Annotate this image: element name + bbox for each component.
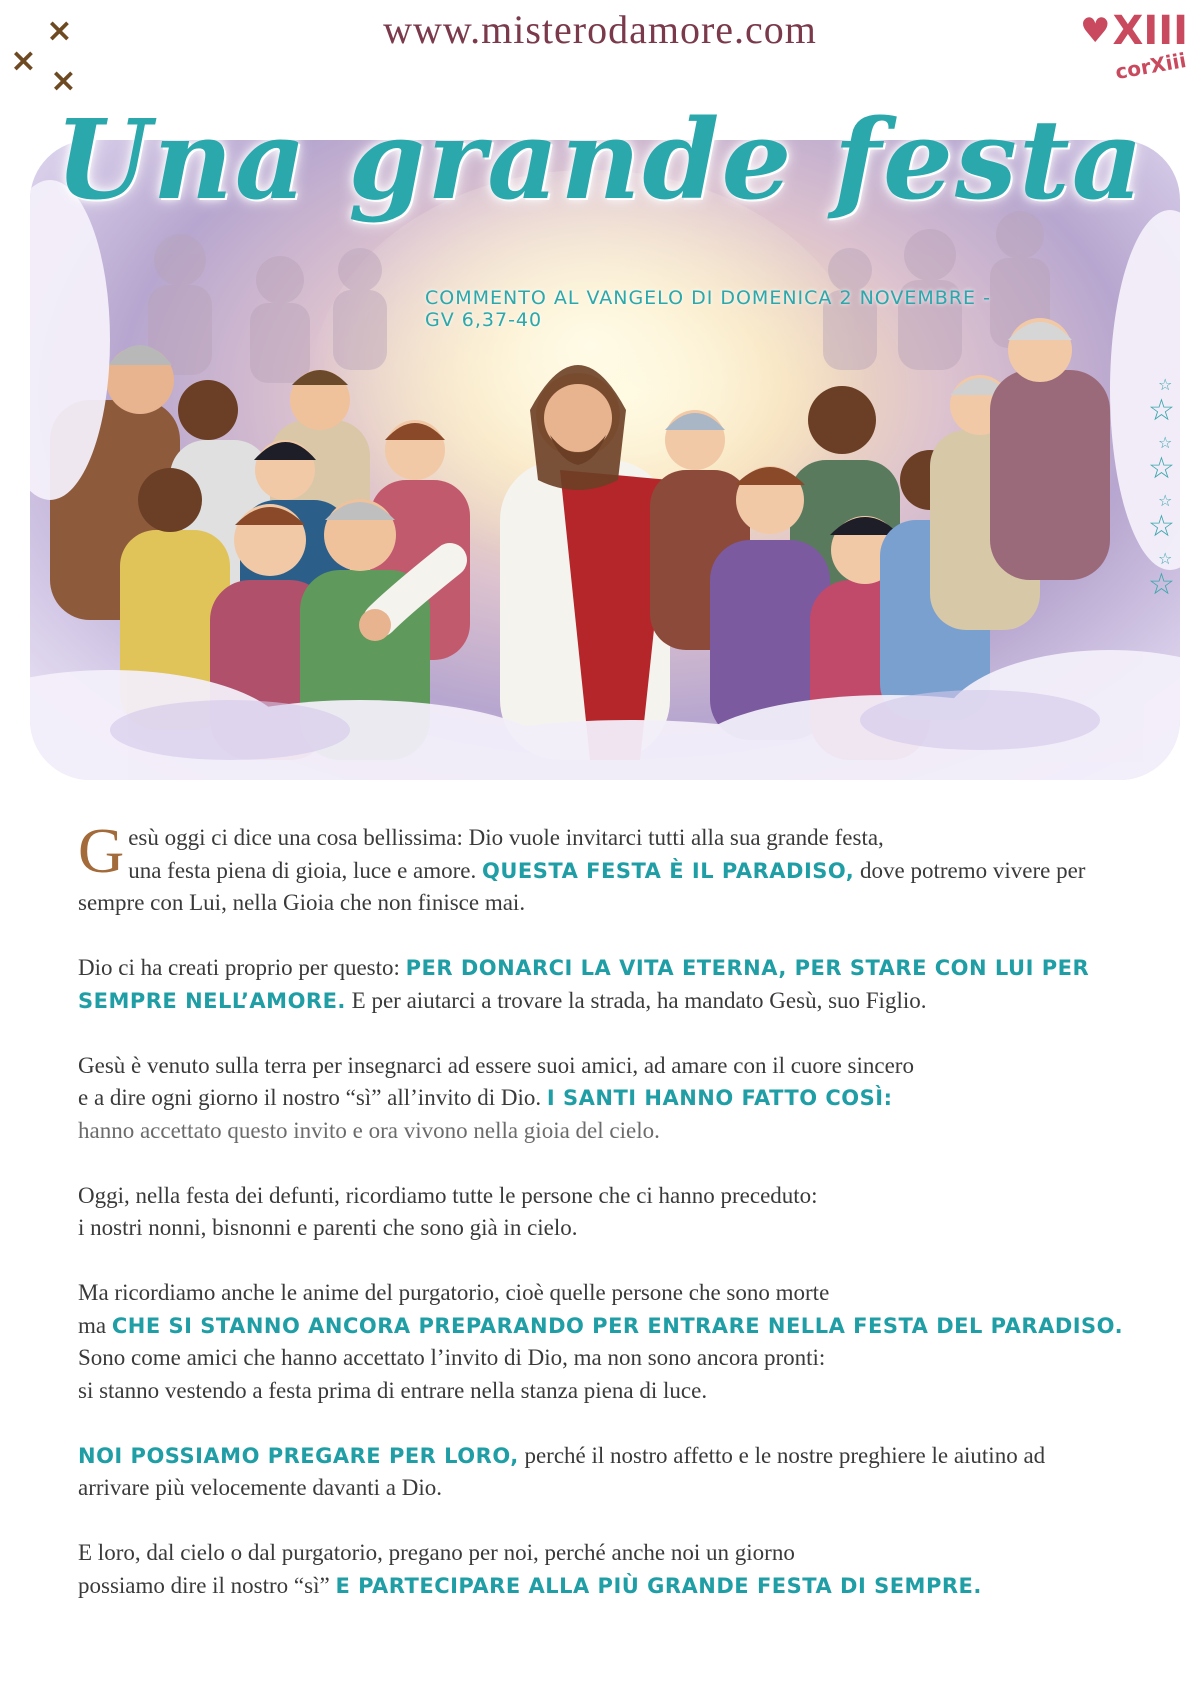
paragraph-text: E loro, dal cielo o dal purgatorio, pregano per noi, perché anche noi un giorno possiamo dire il nostro “sì” [78,1540,795,1598]
paragraph-text: hanno accettato questo invito e ora vivono nella gioia del cielo. [78,1117,660,1143]
paragraph-text: E per aiutarci a trovare la strada, ha mandato Gesù, suo Figlio. [345,987,927,1013]
heart-icon: ♥ [1080,11,1111,51]
star-icon: ☆ [1148,567,1175,602]
paragraph-text: Gesù è venuto sulla terra per insegnarci ad essere suoi amici, ad amare con il cuore sincero e a dire ogni giorno il nostro “sì” all’invito di Dio. [78,1052,914,1110]
paragraph-text: Ma ricordiamo anche le anime del purgatorio, cioè quelle persone che sono morte ma [78,1280,830,1338]
paragraph [78,1537,1128,1602]
hero-title: Una grande festa [54,95,1146,224]
paragraph-text: dove potremo vivere per sempre con Lui, nella Gioia che non finisce mai. [78,857,1086,915]
paragraph-text: Dio ci ha creati proprio per questo: [78,955,406,980]
cross-marks-decoration [10,11,90,104]
site-url[interactable]: www.misterodamore.com [383,7,817,52]
highlighted-text: QUESTA FESTA È IL PARADISO, [482,858,855,883]
paragraph [78,1050,1128,1148]
star-icon: ☆ [1148,509,1175,544]
corxiii-logo [1080,8,1188,85]
paragraph [78,1440,1128,1505]
highlighted-text: CHE SI STANNO ANCORA PREPARANDO PER ENTRARE NELLA FESTA DEL PARADISO. [111,1313,1124,1338]
cross-icon: × [50,61,77,99]
paragraph [78,1277,1128,1407]
star-icon: ☆ [1158,491,1173,510]
highlighted-text: PER DONARCI LA VITA ETERNA, PER STARE CON LUI PER SEMPRE NELL’AMORE. [78,956,1090,1013]
highlighted-text: I SANTI HANNO FATTO COSÌ: [546,1086,893,1110]
highlighted-text: NOI POSSIAMO PREGARE PER LORO, [78,1443,519,1468]
star-icon: ☆ [1158,549,1173,568]
paragraph-text: perché il nostro affetto e le nostre preghiere le aiutino ad arrivare più velocemente davanti a Dio. [78,1442,1046,1500]
cross-icon: × [46,11,73,49]
star-icon: ☆ [1158,433,1173,452]
paragraph-text: Sono come amici che hanno accettato l’invito di Dio, ma non sono ancora pronti: si stanno vestendo a festa prima di entrare nella stanza piena di luce. [78,1345,826,1403]
hero-subtitle: COMMENTO AL VANGELO DI DOMENICA 2 NOVEMBRE - GV 6,37-40 [425,287,991,331]
paragraph-text: esù oggi ci dice una cosa bellissima: Dio vuole invitarci tutti alla sua grande festa, una festa piena di gioia, luce e amore. [128,825,884,883]
paragraph-text: Oggi, nella festa dei defunti, ricordiamo tutte le persone che ci hanno preceduto: i nostri nonni, bisnonni e parenti che sono già in cielo. [78,1182,818,1240]
star-icon: ☆ [1148,451,1175,486]
logo-subtext: corXiii [1113,47,1188,85]
paragraph [78,815,1128,920]
logo-text: XIII [1112,8,1188,54]
stars-decoration [1144,375,1190,615]
paragraph [78,1180,1128,1245]
article-body [78,815,1128,1635]
cross-icon: × [10,41,37,79]
drop-cap: G [78,815,125,886]
jesus-with-people-in-clouds-illustration [30,140,1180,780]
star-icon: ☆ [1148,393,1175,428]
star-icon: ☆ [1158,375,1173,394]
paragraph [78,952,1128,1017]
hero-illustration [30,140,1180,780]
highlighted-text: E PARTECIPARE ALLA PIÙ GRANDE FESTA DI SEMPRE. [335,1573,982,1598]
